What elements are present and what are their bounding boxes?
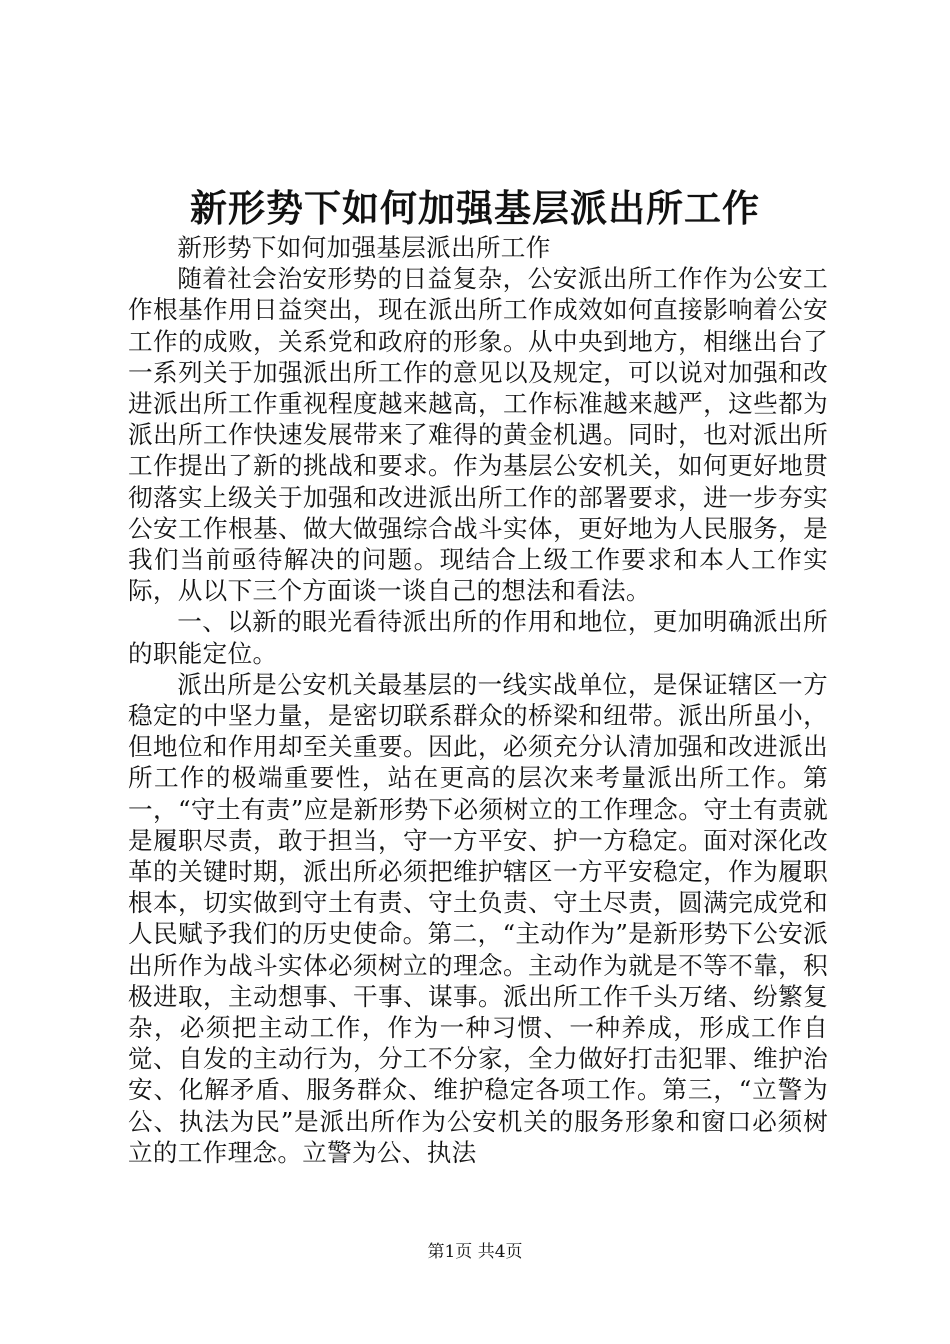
page-footer: 第1页 共4页 <box>427 1242 523 1262</box>
document-body <box>128 232 828 1168</box>
body-paragraph: 派出所是公安机关最基层的一线实战单位，是保证辖区一方稳定的中坚力量，是密切联系群众的桥梁和纽带。派出所虽小，但地位和作用却至关重要。因此，必须充分认清加强和改进派出所工作的极端重要性，站在更高的层次来考量派出所工作。第一，“守土有责”应是新形势下必须树立的工作理念。守土有责就是履职尽责，敢于担当，守一方平安、护一方稳定。面对深化改革的关键时期，派出所必须把维护辖区一方平安稳定，作为履职根本，切实做到守土有责、守土负责、守土尽责，圆满完成党和人民赋予我们的历史使命。第二，“主动作为”是新形势下公安派出所作为战斗实体必须树立的理念。主动作为就是不等不靠，积极进取，主动想事、干事、谋事。派出所工作千头万绪、纷繁复杂，必须把主动工作，作为一种习惯、一种养成，形成工作自觉、自发的主动行为，分工不分家，全力做好打击犯罪、维护治安、化解矛盾、服务群众、维护稳定各项工作。第三，“立警为公、执法为民”是派出所作为公安机关的服务形象和窗口必须树立的工作理念。立警为公、执法 <box>128 669 828 1167</box>
document-title: 新形势下如何加强基层派出所工作 <box>190 186 760 230</box>
intro-paragraph: 随着社会治安形势的日益复杂，公安派出所工作作为公安工作根基作用日益突出，现在派出所工作成效如何直接影响着公安工作的成败，关系党和政府的形象。从中央到地方，相继出台了一系列关于加强派出所工作的意见以及规定，可以说对加强和改进派出所工作重视程度越来越高，工作标准越来越严，这些都为派出所工作快速发展带来了难得的黄金机遇。同时，也对派出所工作提出了新的挑战和要求。作为基层公安机关，如何更好地贯彻落实上级关于加强和改进派出所工作的部署要求，进一步夯实公安工作根基、做大做强综合战斗实体，更好地为人民服务，是我们当前亟待解决的问题。现结合上级工作要求和本人工作实际，从以下三个方面谈一谈自己的想法和看法。 <box>128 264 828 606</box>
section-heading: 一、以新的眼光看待派出所的作用和地位，更加明确派出所的职能定位。 <box>128 607 828 668</box>
subtitle-paragraph: 新形势下如何加强基层派出所工作 <box>177 233 551 262</box>
